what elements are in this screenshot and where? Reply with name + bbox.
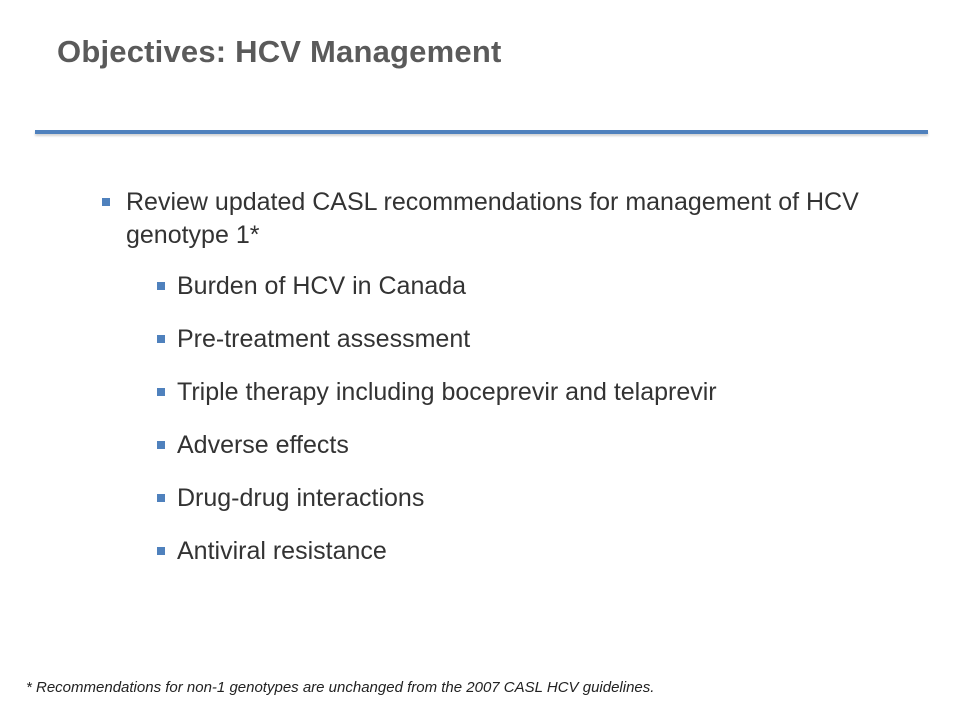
sub-bullet-triple-therapy [152,376,900,409]
bullet-text: Drug-drug interactions [177,484,425,512]
sub-bullet-drug-interactions [152,482,900,515]
sub-bullet-antiviral-resistance [152,535,900,568]
square-bullet-icon [157,388,165,396]
square-bullet-icon [157,494,165,502]
bullet-text: Pre-treatment assessment [177,325,471,353]
square-bullet-icon [157,441,165,449]
objectives-list [100,186,900,588]
bullet-text: Review updated CASL recommendations for management of HCV genotype 1* [126,188,859,249]
slide-title: Objectives: HCV Management [57,34,502,69]
footnote: * Recommendations for non-1 genotypes are unchanged from the 2007 CASL HCV guidelines. [26,679,655,696]
square-bullet-icon [157,335,165,343]
sub-bullet-burden [152,270,900,303]
sub-bullet-pretreatment [152,323,900,356]
title-divider [35,130,928,134]
square-bullet-icon [102,198,110,206]
square-bullet-icon [157,547,165,555]
bullet-review-recommendations [100,186,900,252]
bullet-text: Burden of HCV in Canada [177,272,467,300]
square-bullet-icon [157,282,165,290]
bullet-text: Triple therapy including boceprevir and telaprevir [177,378,717,406]
bullet-text: Adverse effects [177,431,349,459]
sub-bullet-adverse-effects [152,429,900,462]
bullet-text: Antiviral resistance [177,537,387,565]
